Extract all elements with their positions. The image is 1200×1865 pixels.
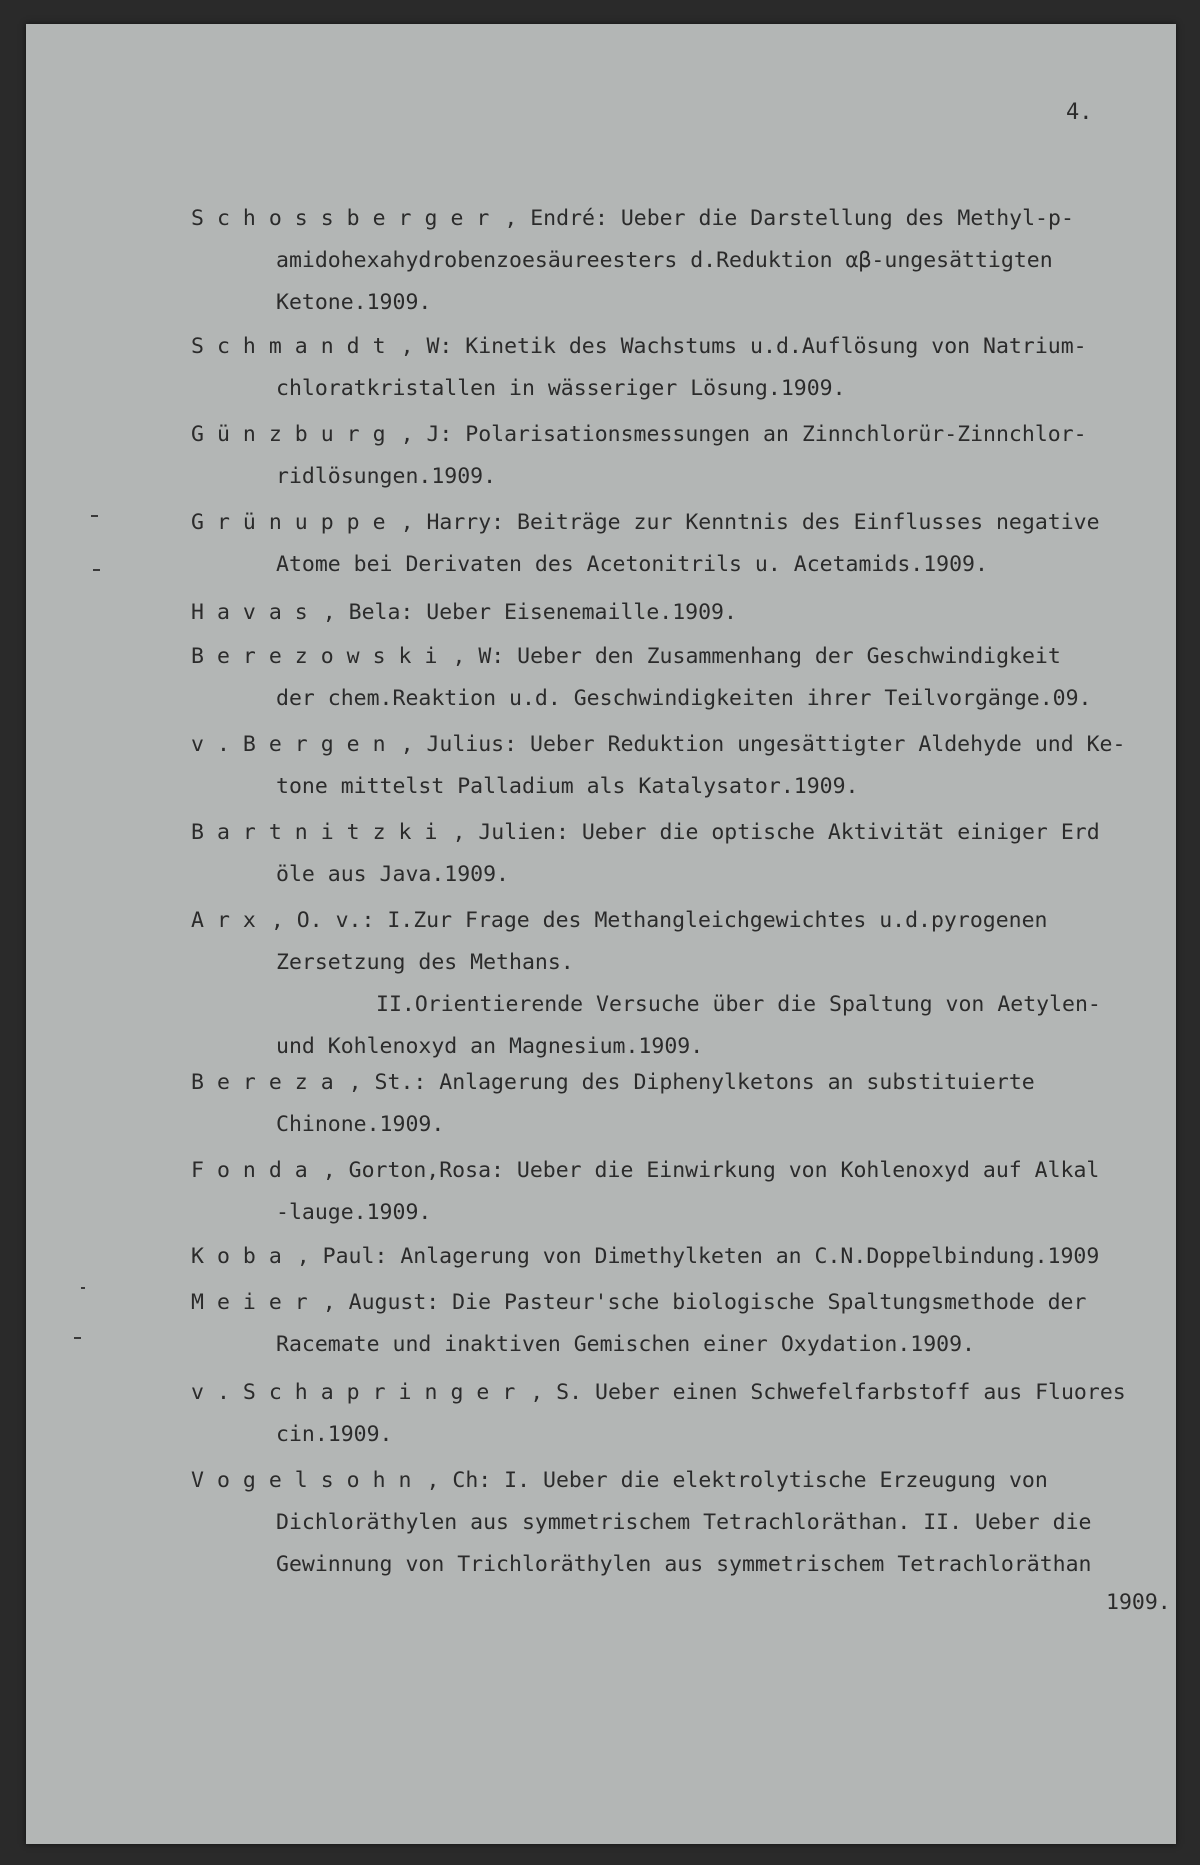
- entry-title-line: , S. Ueber einen Schwefelfarbstoff aus Fluores: [530, 1380, 1126, 1405]
- margin-mark: [93, 569, 100, 571]
- entry-continuation-line: öle aus Java.1909.: [276, 862, 509, 887]
- entry-subtitle-line: II.Orientierende Versuche über die Spaltung von Aetylen-: [376, 992, 1101, 1017]
- entry-continuation-line: Chinone.1909.: [276, 1112, 445, 1137]
- entry-title-line: , Gorton,Rosa: Ueber die Einwirkung von Kohlenoxyd auf Alkal: [322, 1158, 1100, 1183]
- entry-title-line: , Julien: Ueber die optische Aktivität einiger Erd: [452, 820, 1100, 845]
- author-name: Meier: [191, 1290, 321, 1315]
- entry-continuation-line: der chem.Reaktion u.d. Geschwindigkeiten ihrer Teilvorgänge.09.: [276, 686, 1092, 711]
- author-name: Fonda: [191, 1158, 321, 1183]
- entry-continuation-line: cin.1909.: [276, 1422, 393, 1447]
- margin-mark: [81, 1287, 85, 1289]
- author-name: Bereza: [191, 1070, 347, 1095]
- author-name: Koba: [191, 1244, 295, 1269]
- margin-mark: [91, 515, 98, 517]
- entry-continuation-line: Gewinnung von Trichloräthylen aus symmetrischem Tetrachloräthan: [276, 1552, 1092, 1577]
- entry-title-line: , W: Ueber den Zusammenhang der Geschwindigkeit: [452, 644, 1061, 669]
- entry-continuation-line: Zersetzung des Methans.: [276, 950, 574, 975]
- entry-title-line: , Harry: Beiträge zur Kenntnis des Einflusses negative: [400, 510, 1100, 535]
- entry-continuation-line: amidohexahydrobenzoesäureesters d.Reduktion αβ-ungesättigten: [276, 248, 1053, 273]
- entry-year: 1909.: [1106, 1590, 1171, 1615]
- entry-title-line: , O. v.: I.Zur Frage des Methangleichgewichtes u.d.pyrogenen: [270, 908, 1048, 933]
- entry-title-line: , J: Polarisationsmessungen an Zinnchlorür-Zinnchlor-: [400, 422, 1087, 447]
- author-name: v.Schapringer: [191, 1380, 529, 1405]
- author-name: Vogelsohn: [191, 1468, 425, 1493]
- entry-title-line: , Ch: I. Ueber die elektrolytische Erzeugung von: [426, 1468, 1048, 1493]
- entry-continuation-line: ridlösungen.1909.: [276, 464, 497, 489]
- author-name: Grünuppe: [191, 510, 399, 535]
- entry-continuation-line: Dichloräthylen aus symmetrischem Tetrachloräthan. II. Ueber die: [276, 1510, 1092, 1535]
- page-number: 4.: [1066, 100, 1093, 125]
- entry-title-line: , St.: Anlagerung des Diphenylketons an substituierte: [348, 1070, 1035, 1095]
- author-name: Havas: [191, 600, 321, 625]
- document-page: [26, 24, 1176, 1844]
- author-name: v.Bergen: [191, 732, 399, 757]
- author-name: Schmandt: [191, 334, 399, 359]
- entry-continuation-line: und Kohlenoxyd an Magnesium.1909.: [276, 1034, 704, 1059]
- author-name: Schossberger: [191, 206, 503, 231]
- entry-title-line: , Paul: Anlagerung von Dimethylketen an C.N.Doppelbindung.1909: [296, 1244, 1100, 1269]
- entry-continuation-line: tone mittelst Palladium als Katalysator.1909.: [276, 774, 859, 799]
- author-name: Berezowski: [191, 644, 451, 669]
- entry-continuation-line: Racemate und inaktiven Gemischen einer Oxydation.1909.: [276, 1332, 975, 1357]
- entry-title-line: , Julius: Ueber Reduktion ungesättigter Aldehyde und Ke-: [400, 732, 1126, 757]
- author-name: Arx: [191, 908, 269, 933]
- entry-continuation-line: chloratkristallen in wässeriger Lösung.1909.: [276, 376, 846, 401]
- margin-mark: [74, 1337, 81, 1339]
- author-name: Günzburg: [191, 422, 399, 447]
- entry-continuation-line: Atome bei Derivaten des Acetonitrils u. Acetamids.1909.: [276, 552, 988, 577]
- entry-title-line: , Bela: Ueber Eisenemaille.1909.: [322, 600, 737, 625]
- author-name: Bartnitzki: [191, 820, 451, 845]
- entry-title-line: , August: Die Pasteur'sche biologische Spaltungsmethode der: [322, 1290, 1087, 1315]
- entry-continuation-line: -lauge.1909.: [276, 1200, 432, 1225]
- entry-continuation-line: Ketone.1909.: [276, 290, 432, 315]
- entry-title-line: , Endré: Ueber die Darstellung des Methyl-p-: [504, 206, 1074, 231]
- entry-title-line: , W: Kinetik des Wachstums u.d.Auflösung von Natrium-: [400, 334, 1087, 359]
